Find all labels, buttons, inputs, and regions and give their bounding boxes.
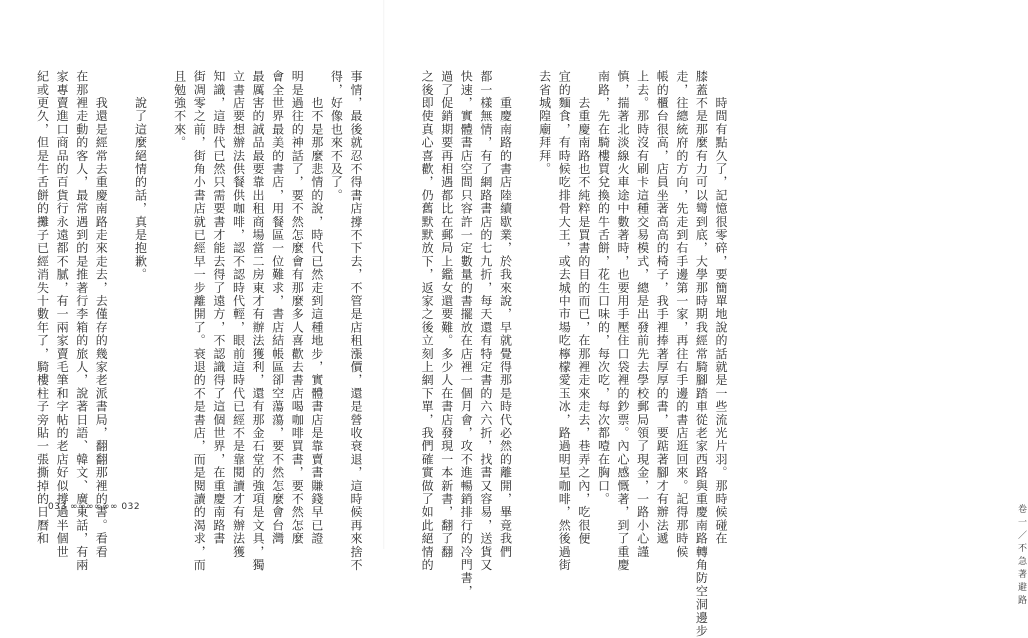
text-column: 且勉強不來。 (172, 70, 187, 150)
text-column: 上去。那時沒有刷卡這種交易模式，總是出發前先去學校郵局領了現金，一路小心謹 (635, 70, 650, 559)
running-footer: 卷一／不急著避路 (1018, 505, 1028, 606)
text-column: 也不是那麼悲情的說，時代已然走到這種地步，實體書店是靠賣書賺錢早已證 (309, 70, 324, 546)
text-column: 家專賣進口商品的百貨行永遠都不膩，有一兩家賣毛筆和字帖的老店好似撐過半個世 (55, 70, 70, 559)
text-column: 去重慶南路也不純粹是買書的目的而已，在那裡走來走去，巷弄之內，吃很便 (576, 70, 591, 546)
text-column: 去省城隍廟拜拜。 (537, 70, 552, 176)
text-column: 會全世界最美的書店，用餐區一位難求，書店結帳區卻空蕩蕩，要不然怎麼會台灣 (270, 70, 285, 546)
text-column: 明是過往的神話了，要不然怎麼會有那麼多人喜歡去書店喝咖啡買書，要不然怎麼 (290, 70, 305, 546)
right-page (384, 0, 1028, 638)
text-column: 都一樣無情，有了網路書店的七九折，每天還有特定書的六六折，找書又容易，送貨又 (478, 70, 493, 572)
text-column: 說了這麼絕情的話，真是抱歉。 (133, 70, 148, 282)
text-column: 事情，最後就忍不得書店撐不下去，不管是店租漲價，還是營收衰退，這時候再來捨不 (349, 70, 363, 572)
text-column: 知識，這時代已然只需要書才能去得了遠方，不認識得了這個世界，在重慶南路書 (211, 70, 226, 546)
text-column: 走，往總統府的方向，先走到右手邊第一家，再往右手邊的書店逛回來。記得那時候 (674, 70, 689, 559)
text-column: 我還是經常去重慶南路走來走去，去僅存的幾家老派書局，翻翻那裡的書。看看 (94, 70, 109, 559)
text-column: 宜的麵食，有時候吃排骨大王，或去城中市場吃檸檬愛玉冰，路過明星咖啡，然後過街 (557, 70, 572, 572)
text-column: 帳的櫃台很高，店員坐著高高的椅子，我手裡捧著厚厚的書，要踮著腳才有辦法遞 (655, 70, 670, 546)
text-column: 在那裡走動的客人，最常遇到的是推著行李箱的旅人，說著日語、韓文、廣東話，有兩 (74, 70, 89, 572)
text-column: 立書店要想辦法供餐供咖啡，認不認時代輕，眼前這時代已經不是靠閱讀才有辦法獲 (231, 70, 246, 559)
text-column: 南路，先在騎樓買兌換的牛舌餅，花生口味的，每次吃，每次都噎在胸口。 (596, 70, 611, 506)
page-number: 033 ∞∞∞∞∞∞ 032 (48, 502, 141, 512)
text-column: 之後即使真心喜歡，仍舊默默放下，返家之後立刻上網下單，我們確實做了如此絕情的 (420, 70, 435, 572)
text-column: 過了促銷期要再相遇都比在郵局上鑑女還要難。多少人在書店發現一本新書，翻了翻 (439, 70, 454, 559)
paragraph-gap (514, 70, 534, 470)
text-column: 重慶南路的書店陸續歇業，於我來說，早就覺得那是時代必然的離開，畢竟我們 (498, 70, 513, 559)
text-column: 最厲害的誠品最要靠出租商場當二房東才有辦法獲利，還有那金石堂的強項是文具，獨 (251, 70, 266, 572)
text-column: 膝蓋不是那麼有力可以彎到底，大學那時期我經常騎腳踏車從老家西路與重慶南路轉角防空洞邊步 (694, 70, 709, 638)
paragraph-gap (149, 70, 169, 470)
text-column: 時間有點久了，記憶很零碎，要簡單地說的話就是一些流光片羽。那時候碰在 (714, 70, 728, 546)
text-column: 紀或更久，但是牛舌餅的攤子已經消失十數年了，騎樓柱子旁貼一張撕掉的日曆和 (35, 70, 50, 546)
right-page-text (408, 70, 730, 638)
paragraph-gap (110, 70, 130, 470)
left-page (0, 0, 384, 572)
text-column: 街凋零之前，街角小書店就已經早一步離開了。衰退的不是書店，而是閱讀的渴求，而 (192, 70, 207, 572)
text-column: 得，好像也來不及了。 (329, 70, 344, 202)
text-column: 快速，實體書店空間只容許一定數量的書擺放在店裡一個月會，攻不進暢銷排行的冷門書， (459, 70, 474, 598)
text-column: 慎，揣著北淡線火車途中數著時，也要用手壓住口袋裡的鈔票。內心感慨著，到了重慶 (616, 70, 631, 572)
